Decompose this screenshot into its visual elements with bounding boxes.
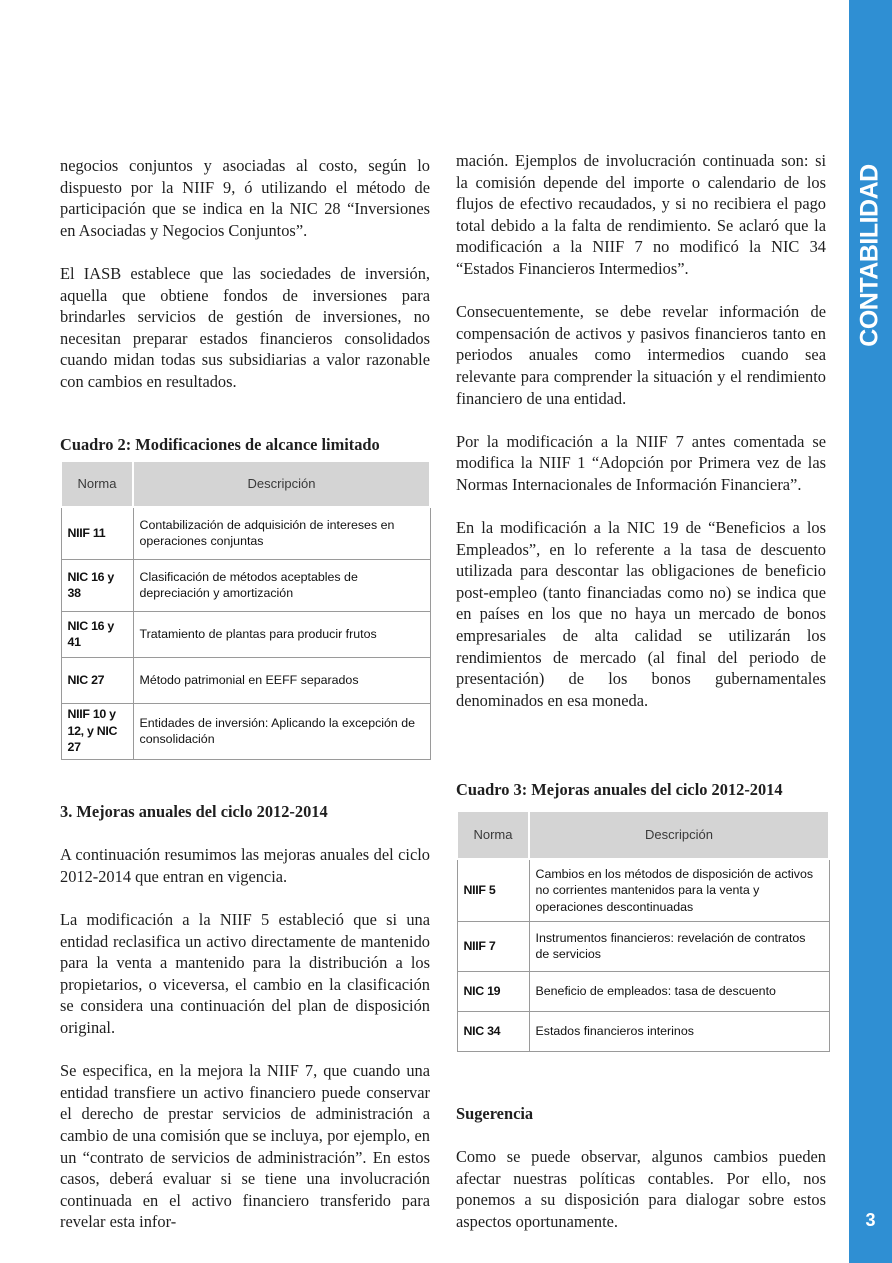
descripcion-cell: Método patrimonial en EEFF separados	[133, 657, 430, 703]
left-paragraph-5: Se especifica, en la mejora la NIIF 7, que cuando una entidad transfiere un activo financiero puede conservar el derecho de prestar servicios de administración a cambio de una comisión que se incluya, por ejemplo, en un “contrato de servicios de administración”. En estos casos, deberá evaluar si se tiene una involucración continuada en el activo financiero transferido para revelar esta infor-	[60, 1061, 430, 1232]
table-row	[61, 703, 430, 759]
table-row	[457, 1011, 829, 1051]
right-column-lower	[456, 1103, 826, 1254]
table2-title: Cuadro 2: Modificaciones de alcance limitado	[60, 435, 380, 454]
left-paragraph-4: La modificación a la NIIF 5 estableció que si una entidad reclasifica un activo directamente de mantenido para la venta a mantenido para la distribución a los propietarios, o viceversa, el cambio en la clasificación se considera una continuación del plan de disposición original.	[60, 909, 430, 1037]
descripcion-cell: Beneficio de empleados: tasa de descuento	[529, 971, 829, 1011]
table-cuadro-2	[60, 460, 431, 760]
descripcion-cell: Estados financieros interinos	[529, 1011, 829, 1051]
header-norma: Norma	[61, 461, 133, 507]
descripcion-cell: Cambios en los métodos de disposición de activos no corrientes mantenidos para la venta y operaciones descontinuadas	[529, 859, 829, 921]
norma-cell: NIC 34	[457, 1011, 529, 1051]
table-row	[61, 507, 430, 559]
sidebar-title	[849, 155, 892, 355]
left-paragraph-2: El IASB establece que las sociedades de inversión, aquella que obtiene fondos de inversiones para brindarles servicios de gestión de inversiones, no necesitan preparar estados financieros consolidados cuando midan todas sus subsidiarias a valor razonable con cambios en resultados.	[60, 263, 430, 391]
norma-cell: NIC 16 y 38	[61, 559, 133, 611]
table-row	[61, 559, 430, 611]
header-descripcion: Descripción	[133, 461, 430, 507]
table-header-row	[61, 461, 430, 507]
descripcion-cell: Instrumentos financieros: revelación de contratos de servicios	[529, 921, 829, 971]
right-paragraph-3: Por la modificación a la NIIF 7 antes comentada se modifica la NIIF 1 “Adopción por Primera vez de las Normas Internacionales de Información Financiera”.	[456, 431, 826, 494]
table-row	[61, 657, 430, 703]
header-descripcion: Descripción	[529, 811, 829, 859]
norma-cell: NIC 16 y 41	[61, 611, 133, 657]
right-paragraph-2: Consecuentemente, se debe revelar información de compensación de activos y pasivos financieros tanto en periodos anuales como intermedios cuando sea relevante para comprender la situación y el rendimiento financiero de una entidad.	[456, 302, 826, 408]
table-row	[457, 971, 829, 1011]
right-paragraph-4: En la modificación a la NIC 19 de “Beneficios a los Empleados”, en lo referente a la tasa de descuento utilizada para descontar las obligaciones de beneficio post-empleo (tanto financiadas como no) se indica que en países en los que no haya un mercado de bonos empresariales de alta calidad se utilizarán los rendimientos de mercado (al final del periodo de presentación) de los bonos gubernamentales denominados en esa moneda.	[456, 518, 826, 710]
left-column-lower	[60, 801, 430, 1254]
left-paragraph-1: negocios conjuntos y asociadas al costo, según lo dispuesto por la NIIF 9, ó utilizando el método de participación que se indica en la NIC 28 “Inversiones en Asociadas y Negocios Conjuntos”.	[60, 156, 430, 240]
right-paragraph-1: mación. Ejemplos de involucración continuada son: si la comisión depende del importe o calendario de los flujos de efectivo recaudados, y si no recibiera el pago total debido a la falta de rendimiento. Se aclaró que la modificación a la NIIF 7 no modificó la NIC 34 “Estados Financieros Intermedios”.	[456, 151, 826, 278]
norma-cell: NIC 27	[61, 657, 133, 703]
left-paragraph-3: A continuación resumimos las mejoras anuales del ciclo 2012-2014 que entran en vigencia.	[60, 845, 430, 886]
right-column	[456, 150, 826, 733]
descripcion-cell: Entidades de inversión: Aplicando la excepción de consolidación	[133, 703, 430, 759]
table-row	[457, 859, 829, 921]
table3-title: Cuadro 3: Mejoras anuales del ciclo 2012-2014	[456, 780, 783, 799]
descripcion-cell: Tratamiento de plantas para producir frutos	[133, 611, 430, 657]
sugerencia-heading: Sugerencia	[456, 1104, 534, 1123]
page-number: 3	[865, 1210, 876, 1230]
table-row	[457, 921, 829, 971]
table-cuadro-3	[456, 810, 830, 1052]
right-paragraph-5: Como se puede observar, algunos cambios pueden afectar nuestras políticas contables. Por ello, nos ponemos a su disposición para dialogar sobre estos aspectos oportunamente.	[456, 1147, 826, 1231]
norma-cell: NIIF 10 y 12, y NIC 27	[61, 703, 133, 759]
norma-cell: NIIF 5	[457, 859, 529, 921]
descripcion-cell: Contabilización de adquisición de intereses en operaciones conjuntas	[133, 507, 430, 559]
table-row	[61, 611, 430, 657]
section-heading: 3. Mejoras anuales del ciclo 2012-2014	[60, 802, 328, 821]
norma-cell: NIIF 11	[61, 507, 133, 559]
descripcion-cell: Clasificación de métodos aceptables de depreciación y amortización	[133, 559, 430, 611]
table-header-row	[457, 811, 829, 859]
norma-cell: NIIF 7	[457, 921, 529, 971]
header-norma: Norma	[457, 811, 529, 859]
left-column	[60, 155, 430, 414]
norma-cell: NIC 19	[457, 971, 529, 1011]
sidebar-title-text: CONTABILIDAD	[856, 163, 884, 347]
